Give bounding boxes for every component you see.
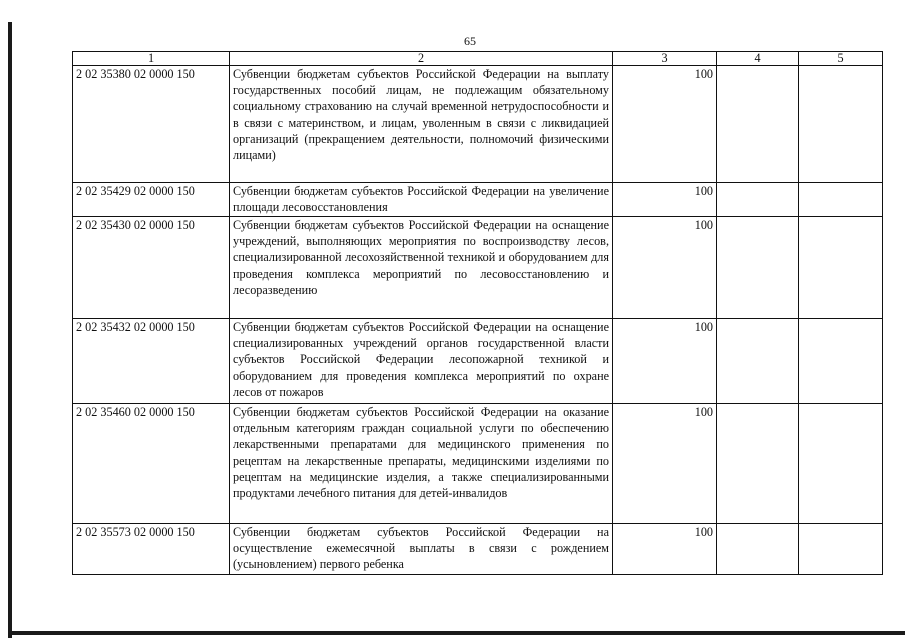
scan-edge-left (8, 22, 12, 638)
table-row (73, 66, 883, 183)
table-row (73, 319, 883, 404)
row-value: 100 (613, 183, 717, 217)
table-row (73, 524, 883, 575)
budget-code-table (72, 51, 883, 575)
row-description: Субвенции бюджетам субъектов Российской Федерации на осуществление ежемесячной выплаты в связи с рождением (усыновлением) первого ребенка (230, 524, 613, 575)
budget-code: 2 02 35430 02 0000 150 (73, 217, 230, 319)
row-value: 100 (613, 66, 717, 183)
row-description: Субвенции бюджетам субъектов Российской Федерации на выплату государственных пособий лицам, не подлежащим обязательному социальному страхованию на случай временной нетрудоспособности и в связи с материнством, и лицам, уволенным в связи с ликвидацией организаций (прекращением деятельности, полномочий физическими лицами) (230, 66, 613, 183)
scan-edge-bottom (8, 631, 905, 635)
table-row (73, 183, 883, 217)
page-number: 65 (464, 34, 476, 48)
row-col5 (799, 524, 883, 575)
column-header-5: 5 (799, 52, 883, 66)
row-value: 100 (613, 217, 717, 319)
row-col5 (799, 404, 883, 524)
row-col4 (717, 183, 799, 217)
row-col4 (717, 66, 799, 183)
header-row (73, 52, 883, 66)
budget-code: 2 02 35429 02 0000 150 (73, 183, 230, 217)
row-description: Субвенции бюджетам субъектов Российской Федерации на оснащение учреждений, выполняющих мероприятия по воспроизводству лесов, специализированной лесохозяйственной техникой и оборудованием для проведения комплекса мероприятий по лесовосстановлению и лесоразведению (230, 217, 613, 319)
row-description: Субвенции бюджетам субъектов Российской Федерации на оснащение специализированных учреждений органов государственной власти субъектов Российской Федерации лесопожарной техникой и оборудованием для проведения комплекса мероприятий по охране лесов от пожаров (230, 319, 613, 404)
row-col4 (717, 404, 799, 524)
budget-code: 2 02 35573 02 0000 150 (73, 524, 230, 575)
column-header-4: 4 (717, 52, 799, 66)
column-header-2: 2 (230, 52, 613, 66)
column-header-3: 3 (613, 52, 717, 66)
row-col5 (799, 183, 883, 217)
table-row (73, 217, 883, 319)
row-col4 (717, 217, 799, 319)
budget-code: 2 02 35460 02 0000 150 (73, 404, 230, 524)
table-row (73, 404, 883, 524)
row-description: Субвенции бюджетам субъектов Российской Федерации на оказание отдельным категориям граждан социальной услуги по обеспечению лекарственными препаратами для медицинского применения по рецептам на лекарственные препараты, медицинскими изделиями по рецептам на медицинские изделия, а также специализированными продуктами лечебного питания для детей-инвалидов (230, 404, 613, 524)
row-value: 100 (613, 524, 717, 575)
row-description: Субвенции бюджетам субъектов Российской Федерации на увеличение площади лесовосстановления (230, 183, 613, 217)
row-col5 (799, 217, 883, 319)
budget-code: 2 02 35380 02 0000 150 (73, 66, 230, 183)
row-value: 100 (613, 404, 717, 524)
row-col4 (717, 319, 799, 404)
row-value: 100 (613, 319, 717, 404)
row-col5 (799, 319, 883, 404)
row-col4 (717, 524, 799, 575)
column-header-1: 1 (73, 52, 230, 66)
budget-code: 2 02 35432 02 0000 150 (73, 319, 230, 404)
row-col5 (799, 66, 883, 183)
